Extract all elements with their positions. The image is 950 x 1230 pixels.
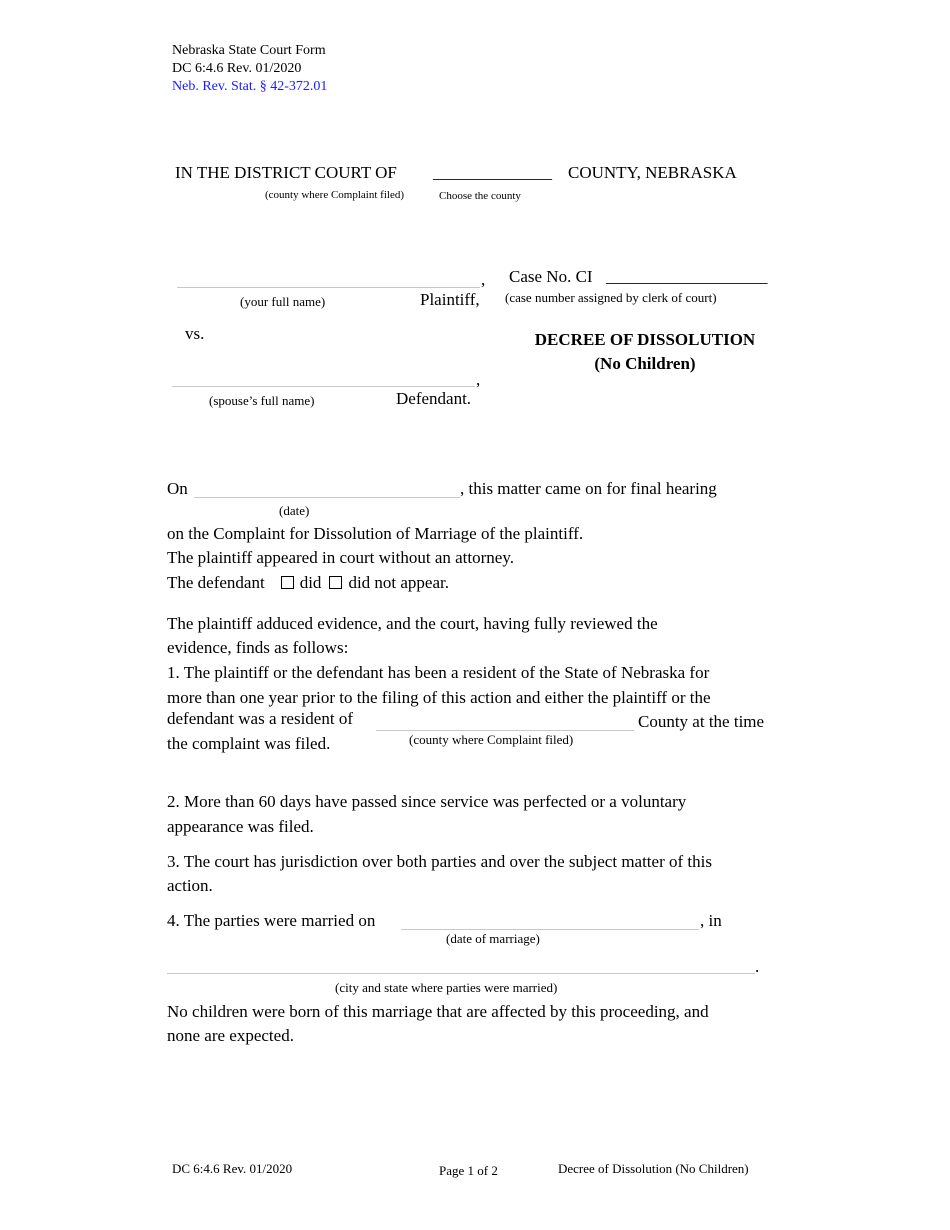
defendant-appearance (167, 573, 449, 593)
plaintiff-comma: , (481, 270, 486, 289)
vs-label: vs. (185, 324, 205, 343)
court-prefix: IN THE DISTRICT COURT OF (175, 163, 397, 182)
defendant-name-field[interactable] (172, 386, 475, 387)
statute-link[interactable]: Neb. Rev. Stat. § 42-372.01 (172, 79, 328, 94)
no-children-line-1: No children were born of this marriage that are affected by this proceeding, and (167, 1002, 709, 1021)
case-number-label: Case No. CI (509, 267, 593, 286)
did-label: did (299, 573, 322, 592)
on-label: On (167, 479, 188, 498)
marriage-date-field[interactable] (401, 929, 699, 930)
defendant-hint: (spouse’s full name) (209, 393, 315, 408)
plaintiff-label: Plaintiff, (420, 290, 480, 309)
date-hint: (date) (279, 503, 310, 518)
marriage-place-field[interactable] (167, 973, 755, 974)
plaintiff-hint: (your full name) (240, 294, 326, 309)
document-title: DECREE OF DISSOLUTION (534, 330, 756, 349)
form-name: Nebraska State Court Form (172, 43, 326, 58)
hearing-text: , this matter came on for final hearing (460, 479, 717, 498)
finding-3-line-1: 3. The court has jurisdiction over both parties and over the subject matter of this (167, 852, 712, 871)
finding-1-line-2: more than one year prior to the filing of this action and either the plaintiff or the (167, 688, 711, 707)
finding-2-line-1: 2. More than 60 days have passed since service was perfected or a voluntary (167, 792, 687, 811)
finding-4-prefix: 4. The parties were married on (167, 911, 376, 930)
marriage-date-hint: (date of marriage) (446, 931, 540, 946)
defendant-comma: , (476, 370, 481, 389)
county-hint: (county where Complaint filed) (265, 189, 404, 201)
attorney-line: The plaintiff appeared in court without an attorney. (167, 548, 514, 567)
footer-form-id: DC 6:4.6 Rev. 01/2020 (172, 1161, 293, 1176)
did-not-label: did not appear. (348, 573, 449, 592)
choose-county-hint: Choose the county (439, 190, 521, 202)
finding-2-line-2: appearance was filed. (167, 817, 314, 836)
finding-1-county-suffix: County at the time (638, 712, 765, 731)
finding-1-line-4: the complaint was filed. (167, 734, 331, 753)
defendant-appearance-label: The defendant (167, 573, 265, 592)
footer-page-number: Page 1 of 2 (439, 1163, 498, 1178)
defendant-label: Defendant. (396, 389, 472, 408)
case-number-hint: (case number assigned by clerk of court) (505, 290, 717, 305)
complaint-line: on the Complaint for Dissolution of Marriage of the plaintiff. (167, 524, 584, 543)
marriage-place-hint: (city and state where parties were married) (335, 980, 558, 995)
evidence-line-1: The plaintiff adduced evidence, and the court, having fully reviewed the (167, 614, 658, 633)
form-revision: DC 6:4.6 Rev. 01/2020 (172, 61, 302, 76)
case-number-field[interactable]: ___________________ (606, 267, 768, 286)
finding-3-line-2: action. (167, 876, 213, 895)
plaintiff-name-field[interactable] (177, 287, 480, 288)
residence-county-hint: (county where Complaint filed) (409, 732, 574, 747)
footer-document-title: Decree of Dissolution (No Children) (558, 1161, 749, 1176)
finding-4-suffix: , in (700, 911, 722, 930)
did-not-checkbox[interactable] (329, 576, 342, 589)
hearing-date-field[interactable] (194, 497, 460, 498)
finding-1-line-3: defendant was a resident of (167, 709, 353, 728)
evidence-line-2: evidence, finds as follows: (167, 638, 349, 657)
court-suffix: COUNTY, NEBRASKA (568, 163, 737, 182)
no-children-line-2: none are expected. (167, 1026, 294, 1045)
marriage-place-period: . (755, 957, 760, 976)
document-subtitle: (No Children) (594, 354, 696, 373)
county-select[interactable]: ______________ (433, 163, 552, 182)
residence-county-field[interactable] (376, 730, 634, 731)
finding-1-line-1: 1. The plaintiff or the defendant has been a resident of the State of Nebraska for (167, 663, 710, 682)
did-checkbox[interactable] (281, 576, 294, 589)
